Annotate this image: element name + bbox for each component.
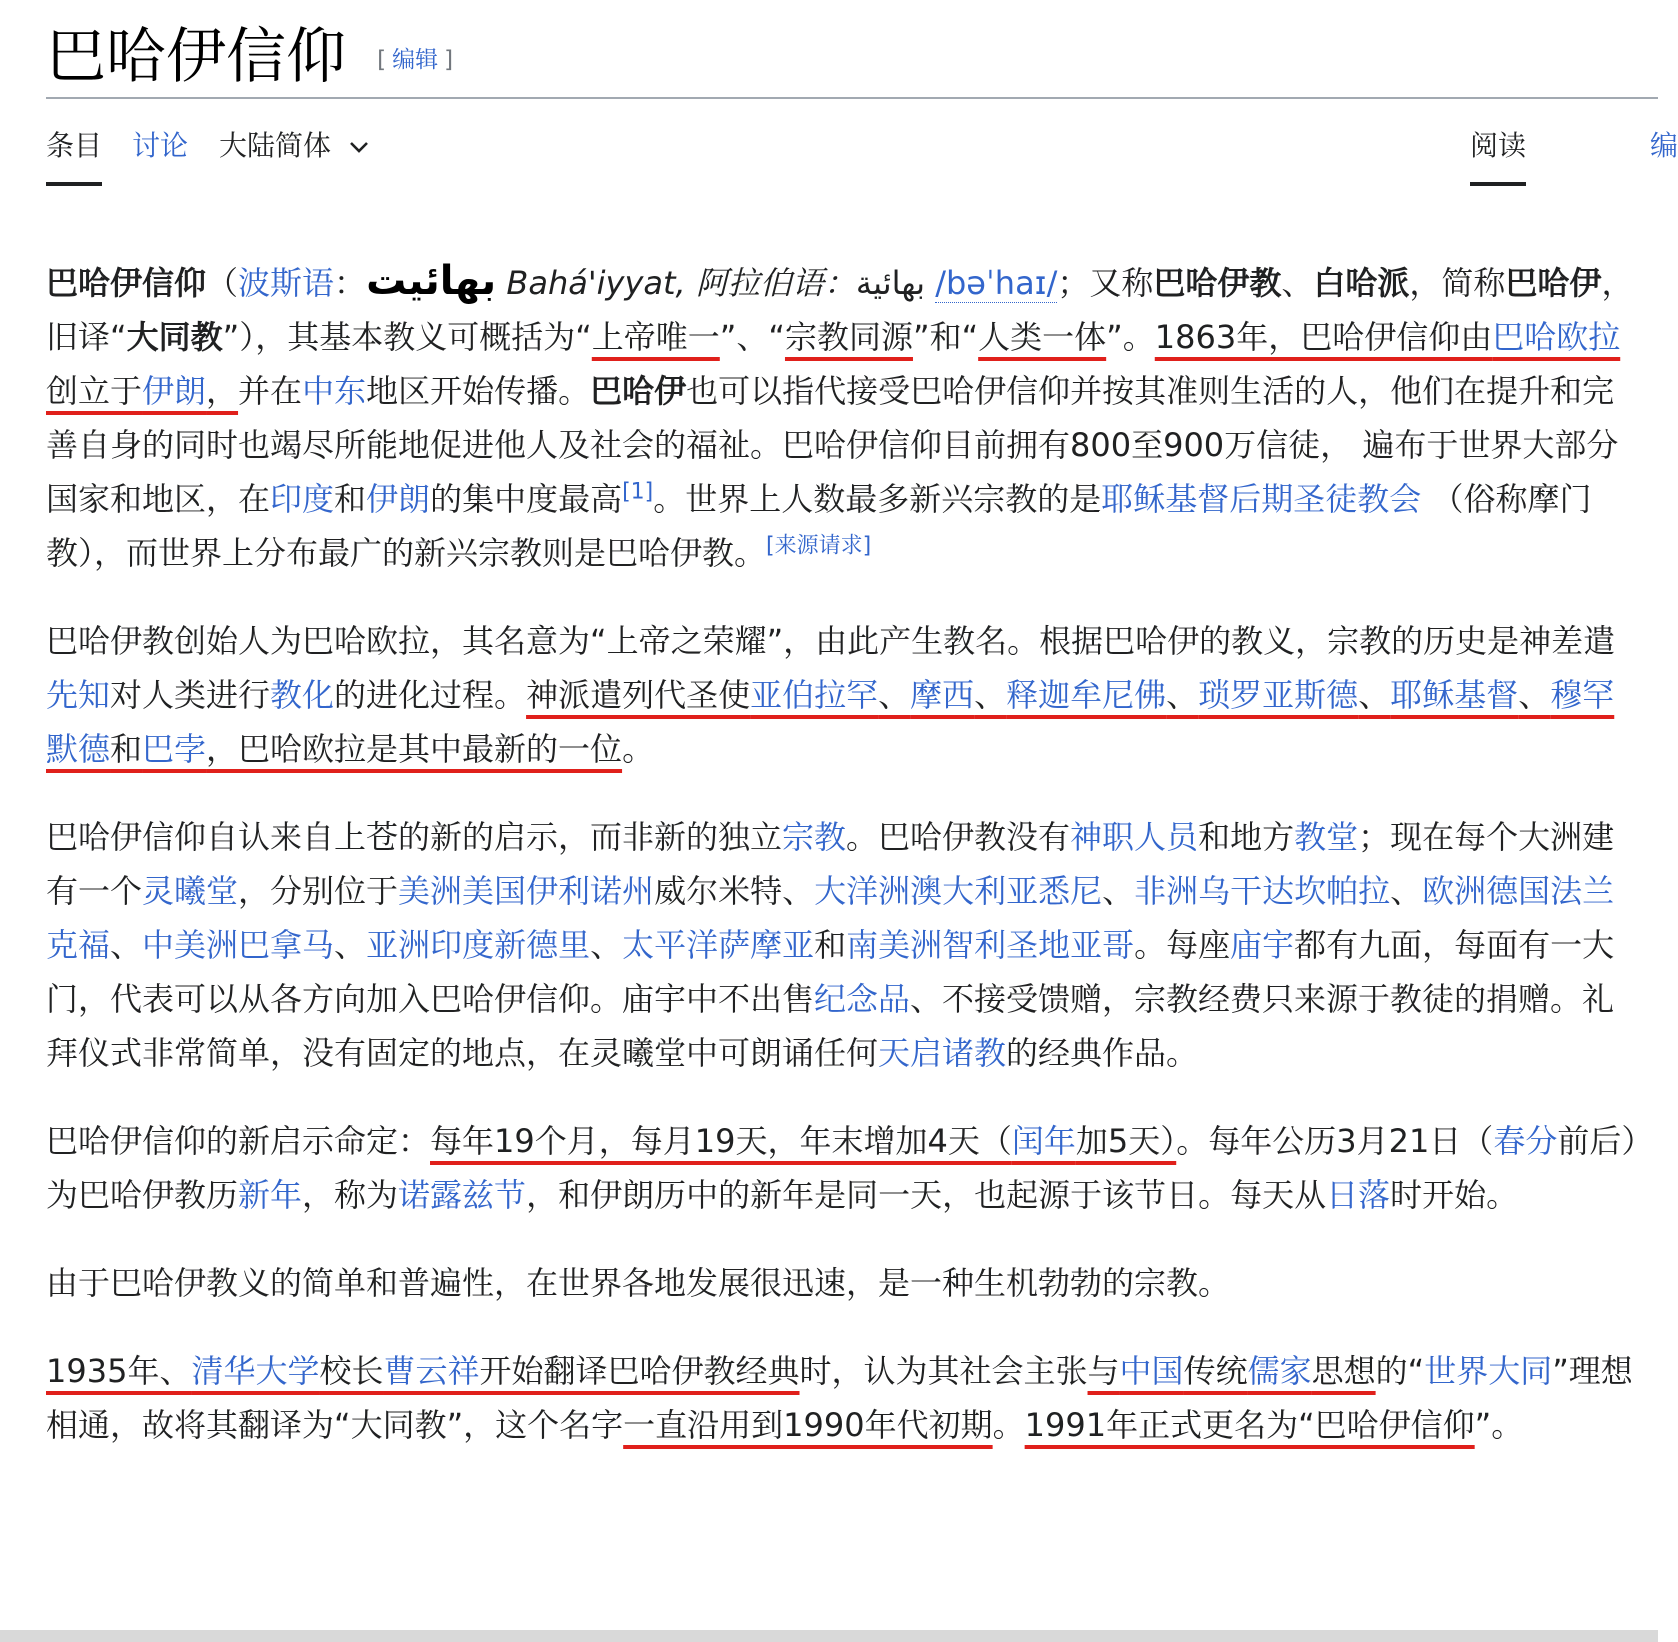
text-run: 巴哈伊信仰自认来自上苍的新的启示，而非新的独立 <box>46 818 783 856</box>
text-run: ，旧译“ <box>46 264 1634 356</box>
page-title: 巴哈伊信仰 <box>46 22 346 92</box>
text-run: 时开始。 <box>1390 1176 1519 1214</box>
edit-bracket-close: ] <box>444 46 454 73</box>
link-sunset[interactable]: 日落 <box>1326 1176 1391 1214</box>
link-samoa[interactable]: 太平洋萨摩亚 <box>622 926 815 964</box>
article-body <box>46 254 1646 1486</box>
text-run: （ <box>206 264 239 302</box>
text-run: 和 <box>110 730 143 768</box>
link-frankfurt[interactable]: 欧洲德国法兰克福 <box>46 872 1615 964</box>
term-bold: 巴哈伊 <box>590 372 687 410</box>
text-run: 加5天） <box>1075 1122 1177 1160</box>
text-run: ， <box>206 372 239 410</box>
link-bahaullah[interactable]: 巴哈欧拉 <box>1492 318 1621 356</box>
link-illinois[interactable]: 美洲美国伊利诺州 <box>398 872 655 910</box>
text-run: 对人类进行 <box>110 676 271 714</box>
text-run: 地区开始传播。 <box>366 372 591 410</box>
text-run: ”、“ <box>719 318 785 356</box>
link-religion[interactable]: 宗教 <box>782 818 847 856</box>
link-lds-church[interactable]: 耶稣基督后期圣徒教会 <box>1101 480 1422 518</box>
text-run: ”理想相通，故将其翻译为“大同教”，这个名字 <box>46 1352 1633 1444</box>
text-run: ；又称 <box>1057 264 1154 302</box>
annotated-translation <box>46 1352 800 1390</box>
text-run: 、 <box>1518 676 1551 714</box>
reference-1[interactable]: [1] <box>622 479 654 505</box>
text-run: 、 <box>878 676 911 714</box>
link-education[interactable]: 教化 <box>270 676 335 714</box>
text-run: 。世界上人数最多新兴宗教的是 <box>653 480 1102 518</box>
annotated-calendar <box>430 1122 1176 1160</box>
link-abraham[interactable]: 亚伯拉罕 <box>750 676 879 714</box>
text-run: 、 <box>1281 264 1314 302</box>
text-run: 、 <box>974 676 1007 714</box>
tab-talk[interactable]: 讨论 <box>132 129 189 162</box>
link-temple[interactable]: 庙宇 <box>1230 926 1295 964</box>
link-india[interactable]: 印度 <box>270 480 335 518</box>
text-run: 。每年公历3月21日（ <box>1176 1122 1494 1160</box>
text-run: 和 <box>334 480 367 518</box>
text-run: 每年19个月，每月19天，年末增加4天（ <box>430 1122 1012 1160</box>
citation-needed[interactable]: [来源请求] <box>766 533 872 559</box>
link-china[interactable]: 中国 <box>1119 1352 1184 1390</box>
text-run: （俗称摩门教），而世界上分布最广的新兴宗教则是巴哈伊教。 <box>46 480 1592 572</box>
text-run: 、不接受馈赠，宗教经费只来源于教徒的捐赠。礼拜仪式非常简单，没有固定的地点，在灵曦堂中可朗诵任何 <box>46 980 1615 1072</box>
link-revealed-religions[interactable]: 天启诸教 <box>878 1034 1007 1072</box>
text-run: 威尔米特、 <box>654 872 815 910</box>
text-run: 、 <box>1166 676 1199 714</box>
edit-bracket-open: [ <box>377 46 387 73</box>
term-bold: 白哈派 <box>1313 264 1410 302</box>
link-new-delhi[interactable]: 亚洲印度新德里 <box>366 926 591 964</box>
text-run: ，称为 <box>302 1176 399 1214</box>
text-run: 巴哈伊信仰的新启示命定： <box>46 1122 431 1160</box>
text-run: 。每座 <box>1134 926 1231 964</box>
text-run: 、 <box>334 926 367 964</box>
link-clergy[interactable]: 神职人员 <box>1070 818 1199 856</box>
text-run: 的“ <box>1375 1352 1425 1390</box>
text-run: ，巴哈欧拉是其中最新的一位 <box>206 730 623 768</box>
link-cao-yunxiang[interactable]: 曹云祥 <box>383 1352 480 1390</box>
text-run: ，和伊朗历中的新年是同一天，也起源于该节日。每天从 <box>526 1176 1327 1214</box>
text-run: ： <box>334 264 367 302</box>
text-run: 和 <box>814 926 847 964</box>
persian-script: بهائیت <box>366 258 497 304</box>
text-run: 也可以指代接受巴哈伊信仰并按其准则生活的人，他们在提升和完善自身的同时也竭尽所能地促进他人及社会的福祉。巴哈伊信仰目前拥有800至900万信徒， 遍布于世界大部分国家和地区，在 <box>46 372 1619 518</box>
edit-link[interactable]: 编辑 <box>392 46 439 73</box>
link-persian[interactable]: 波斯语 <box>238 264 335 302</box>
title-divider <box>46 97 1658 99</box>
text-run: 校长 <box>319 1352 384 1390</box>
link-buddha[interactable]: 释迦牟尼佛 <box>1006 676 1167 714</box>
link-bab[interactable]: 巴孛 <box>142 730 207 768</box>
text-run: 思想 <box>1311 1352 1376 1390</box>
edit-section <box>377 41 453 74</box>
text-run: 巴哈伊教创始人为巴哈欧拉，其名意为“上帝之荣耀”，由此产生教名。根据巴哈伊的教义，宗教的历史是神差遣 <box>46 622 1616 660</box>
link-sydney[interactable]: 大洋洲澳大利亚悉尼 <box>814 872 1103 910</box>
text-run: 并在 <box>238 372 303 410</box>
text-run: 的进化过程。 <box>334 676 527 714</box>
text-run: 。 <box>992 1406 1025 1444</box>
text-run: 前后）为巴哈伊教历 <box>46 1122 1638 1214</box>
text-run: 、 <box>590 926 623 964</box>
text-run: 都有九面，每面有一大门，代表可以从各方向加入巴哈伊信仰。庙宇中不出售 <box>46 926 1615 1018</box>
link-iran[interactable]: 伊朗 <box>142 372 207 410</box>
text-run: ”。 <box>1474 1406 1524 1444</box>
paragraph-1 <box>46 254 1646 580</box>
annotated-text: 一直沿用到1990年代初期 <box>623 1406 993 1444</box>
text-run: 创立于 <box>46 372 143 410</box>
link-moses[interactable]: 摩西 <box>910 676 975 714</box>
paragraph-4 <box>46 1114 1646 1222</box>
link-middle-east[interactable]: 中东 <box>302 372 367 410</box>
text-run: 时，认为其社会主张 <box>799 1352 1088 1390</box>
text-run: 的经典作品。 <box>1006 1034 1199 1072</box>
text-run: 与 <box>1087 1352 1120 1390</box>
bottom-edge-strip <box>0 1630 1658 1642</box>
link-muhammad[interactable]: 穆罕默德 <box>46 676 1615 768</box>
tab-read[interactable]: 阅读 <box>1470 118 1526 186</box>
link-santiago[interactable]: 南美洲智利圣地亚哥 <box>846 926 1135 964</box>
tab-article[interactable]: 条目 <box>46 118 102 186</box>
text-run: ，分别位于 <box>238 872 399 910</box>
text-run: 开始翻译巴哈伊教经典 <box>479 1352 800 1390</box>
link-panama[interactable]: 中美洲巴拿马 <box>142 926 335 964</box>
text-run: ，简称 <box>1409 264 1506 302</box>
link-confucianism[interactable]: 儒家 <box>1247 1352 1312 1390</box>
link-church[interactable]: 教堂 <box>1294 818 1359 856</box>
link-house-of-worship[interactable]: 灵曦堂 <box>142 872 239 910</box>
annotated-text: 人类一体 <box>978 318 1107 356</box>
paragraph-6 <box>46 1344 1646 1452</box>
ipa-link[interactable]: /bəˈhaɪ/ <box>935 264 1058 302</box>
text-run: 神派遣列代圣使 <box>526 676 751 714</box>
link-prophet[interactable]: 先知 <box>46 676 111 714</box>
text-run: 、 <box>1358 676 1391 714</box>
tab-next-partial[interactable]: 编 <box>1650 129 1678 162</box>
link-great-unity[interactable]: 世界大同 <box>1424 1352 1553 1390</box>
link-equinox[interactable]: 春分 <box>1493 1122 1558 1160</box>
text-run: ”），其基本教义可概括为“ <box>222 318 592 356</box>
variant-label: 大陆简体 <box>219 129 332 162</box>
annotated-text: 1991年正式更名为“巴哈伊信仰 <box>1024 1406 1475 1444</box>
link-zoroaster[interactable]: 琐罗亚斯德 <box>1198 676 1359 714</box>
text-run: ；现在每个大洲建有一个 <box>46 818 1615 910</box>
annotated-confucian <box>1088 1352 1376 1390</box>
text-run: ”。 <box>1106 318 1155 356</box>
term-bold: 大同教 <box>126 318 223 356</box>
paragraph-5 <box>46 1256 1646 1310</box>
annotated-text: 宗教同源 <box>784 318 913 356</box>
text-run <box>925 264 935 302</box>
text-run: 、 <box>110 926 143 964</box>
text-run: 、 <box>1390 872 1423 910</box>
text-run: 1935年、 <box>46 1352 192 1390</box>
paragraph-3 <box>46 810 1646 1080</box>
link-nowruz[interactable]: 诺露兹节 <box>398 1176 527 1214</box>
language-variant-dropdown[interactable] <box>219 118 369 182</box>
text-run: ”和“ <box>912 318 979 356</box>
arabic-script: بهائية <box>855 264 926 302</box>
text-run: 。 <box>622 730 655 768</box>
text-run: 。巴哈伊教没有 <box>846 818 1071 856</box>
text-run: 由于巴哈伊教义的简单和普遍性，在世界各地发展很迅速，是一种生机勃勃的宗教。 <box>46 1264 1231 1302</box>
link-kampala[interactable]: 非洲乌干达坎帕拉 <box>1134 872 1391 910</box>
paragraph-2 <box>46 614 1646 776</box>
link-jesus[interactable]: 耶稣基督 <box>1390 676 1519 714</box>
term-bold: 巴哈伊信仰 <box>46 264 207 302</box>
text-run: 、 <box>1102 872 1135 910</box>
annotated-text: 上帝唯一 <box>591 318 720 356</box>
text-run: 传统 <box>1183 1352 1248 1390</box>
title-row <box>46 18 453 96</box>
transliteration: Bahá'iyyat, 阿拉伯语： <box>496 264 856 302</box>
term-bold: 巴哈伊 <box>1505 264 1602 302</box>
link-tsinghua[interactable]: 清华大学 <box>191 1352 320 1390</box>
link-souvenir[interactable]: 纪念品 <box>814 980 911 1018</box>
page-tabs <box>46 118 1678 186</box>
link-iran-2[interactable]: 伊朗 <box>366 480 431 518</box>
term-bold: 巴哈伊教 <box>1153 264 1282 302</box>
link-new-year[interactable]: 新年 <box>238 1176 303 1214</box>
text-run: 1863年，巴哈伊信仰由 <box>1154 318 1493 356</box>
chevron-down-icon <box>349 140 369 154</box>
text-run: 的集中度最高 <box>430 480 623 518</box>
text-run: 和地方 <box>1198 818 1295 856</box>
link-leap-year[interactable]: 闰年 <box>1011 1122 1076 1160</box>
